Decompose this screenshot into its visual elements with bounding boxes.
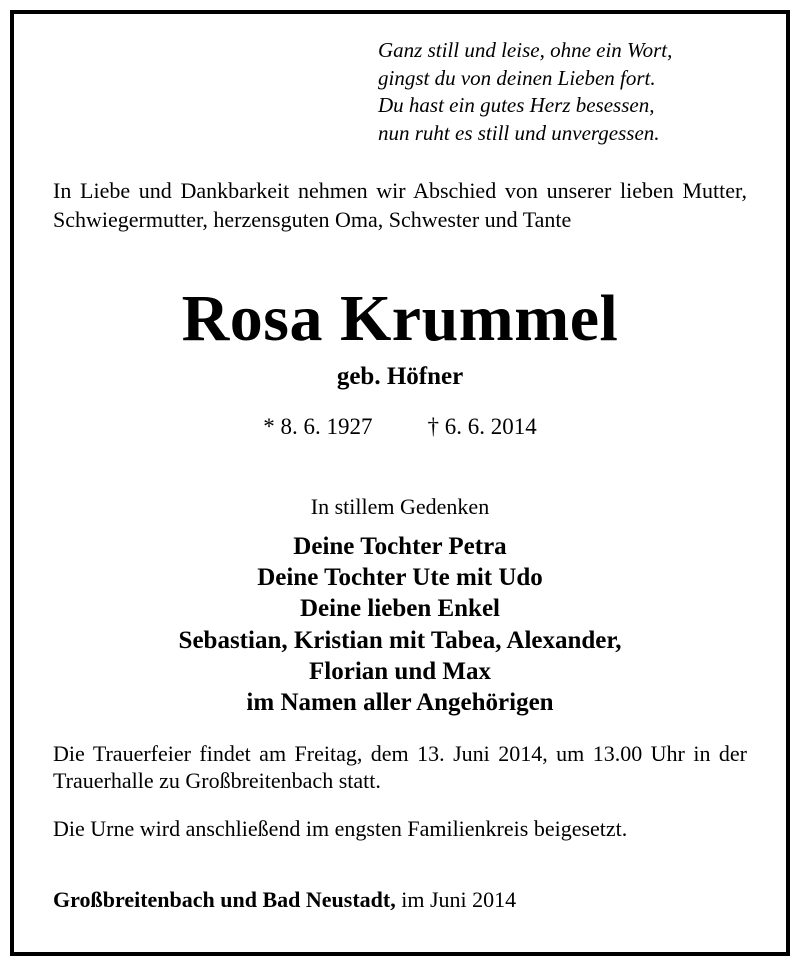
closing-line xyxy=(53,886,516,914)
mourner-line: Florian und Max xyxy=(309,657,491,685)
intro-text: In Liebe und Dankbarkeit nehmen wir Abschied von unserer lieben Mutter, Schwiegermutter, herzensguten Oma, Schwester und Tante xyxy=(53,178,747,232)
mourner-line: Deine Tochter Petra xyxy=(293,533,507,560)
mourner-line: Sebastian, Kristian mit Tabea, Alexander, xyxy=(178,626,622,654)
poem-line: gingst du von deinen Lieben fort. xyxy=(378,65,656,90)
closing-places: Großbreitenbach und Bad Neustadt, xyxy=(53,887,396,912)
gedenken-line: In stillem Gedenken xyxy=(310,494,490,519)
life-dates xyxy=(0,410,800,444)
mourners-list xyxy=(0,531,800,718)
poem-line: Ganz still und leise, ohne ein Wort, xyxy=(378,38,673,62)
mourner-line: im Namen aller Angehörigen xyxy=(246,689,554,717)
mourner-line: Deine lieben Enkel xyxy=(299,595,500,623)
urn-info: Die Urne wird anschließend im engsten Familienkreis beigesetzt. xyxy=(53,816,628,841)
death-date: † 6. 6. 2014 xyxy=(427,414,537,439)
obituary-frame xyxy=(10,10,790,956)
birth-date: * 8. 6. 1927 xyxy=(263,414,373,439)
birth-name: geb. Höfner xyxy=(336,363,464,390)
mourner-line: Deine Tochter Ute mit Udo xyxy=(257,564,543,592)
poem xyxy=(378,37,672,147)
poem-line: Du hast ein gutes Herz besessen, xyxy=(378,93,655,117)
closing-date: im Juni 2014 xyxy=(395,887,517,912)
service-info: Die Trauerfeier findet am Freitag, dem 13. Juni 2014, um 13.00 Uhr in der Trauerhalle zu Großbreitenbach statt. xyxy=(53,741,747,793)
poem-line: nun ruht es still und unvergessen. xyxy=(378,120,660,145)
deceased-name: Rosa Krummel xyxy=(181,282,619,355)
